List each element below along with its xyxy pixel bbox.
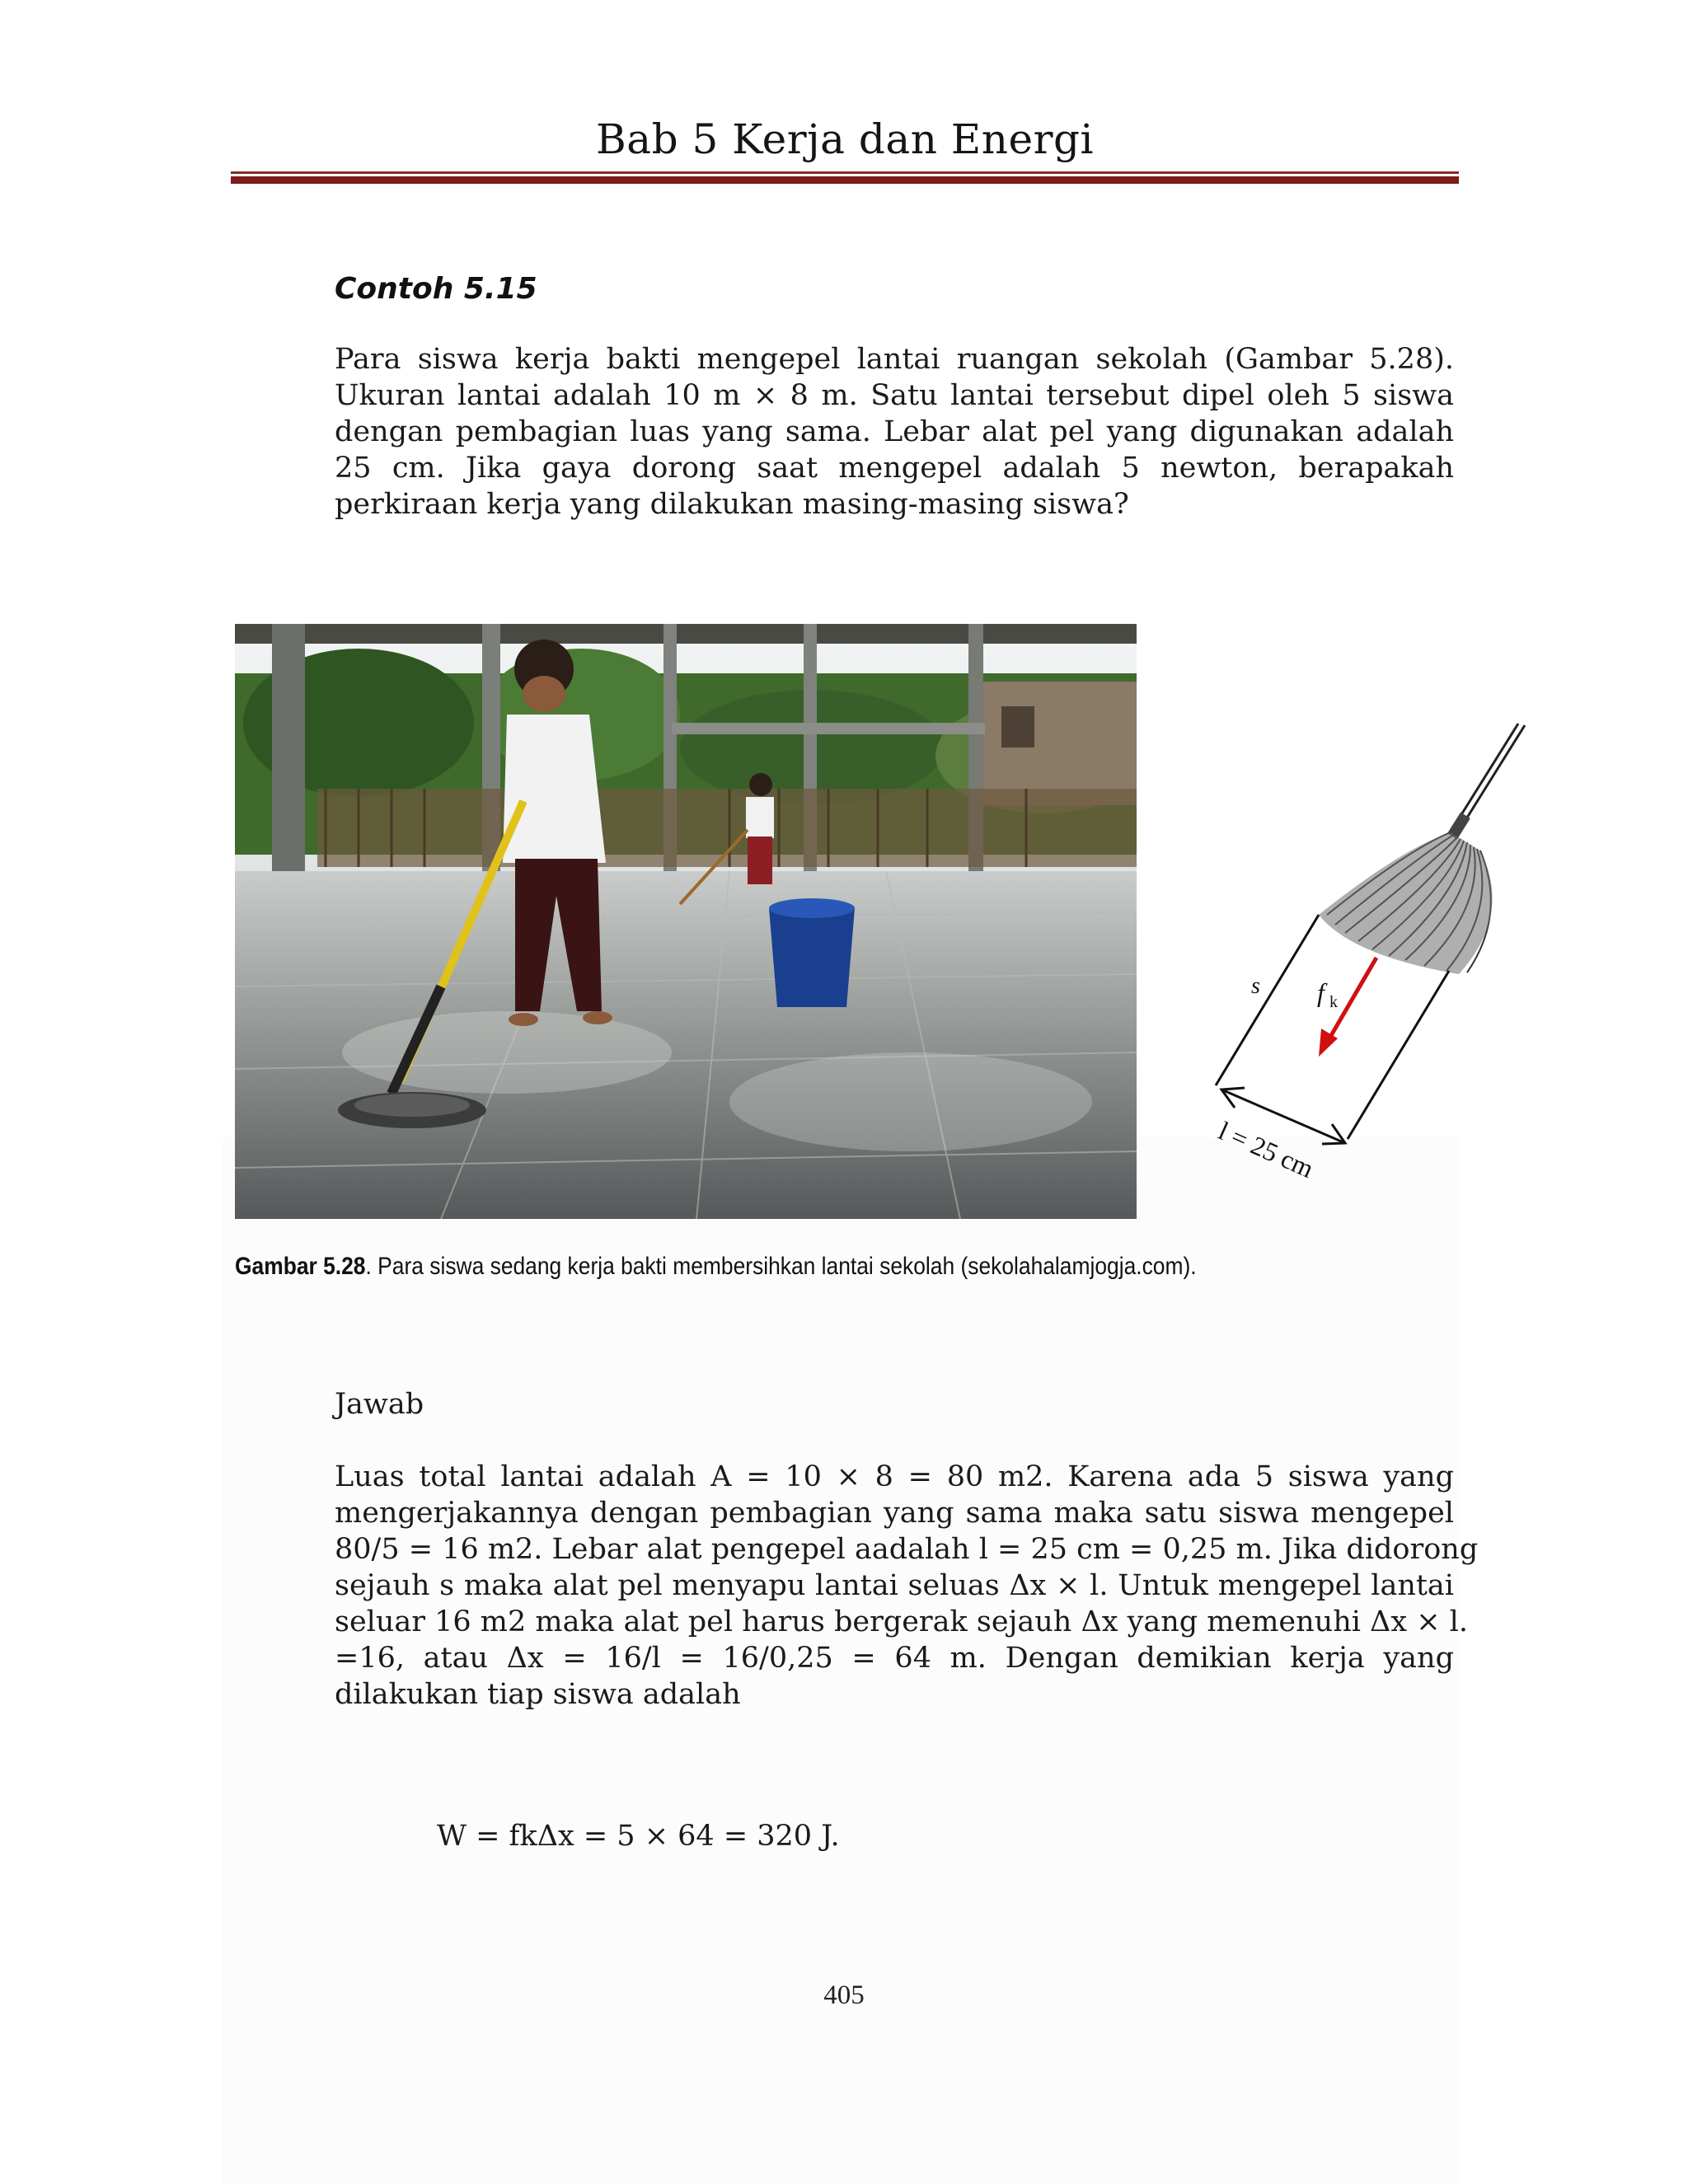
answer-line: mengerjakannya dengan pembagian yang sama maka satu siswa mengepel: [335, 1497, 1454, 1530]
answer-line: Luas total lantai adalah A = 10 × 8 = 80 m2. Karena ada 5 siswa yang: [335, 1460, 1454, 1493]
caption-label: Gambar 5.28: [235, 1253, 366, 1280]
question-line: Ukuran lantai adalah 10 m × 8 m. Satu lantai tersebut dipel oleh 5 siswa: [335, 379, 1454, 412]
label-force-subscript: k: [1329, 993, 1338, 1011]
question-line: 25 cm. Jika gaya dorong saat mengepel adalah 5 newton, berapakah: [335, 452, 1454, 485]
chapter-title: Bab 5 Kerja dan Energi: [596, 115, 1094, 163]
answer-line: 80/5 = 16 m2. Lebar alat pengepel aadalah l = 25 cm = 0,25 m. Jika didorong: [335, 1533, 1479, 1566]
work-equation: W = fkΔx = 5 × 64 = 320 J.: [437, 1820, 840, 1853]
caption-text: . Para siswa sedang kerja bakti membersihkan lantai sekolah (sekolahalamjogja.com).: [365, 1253, 1197, 1280]
answer-line: dilakukan tiap siswa adalah: [335, 1678, 741, 1711]
question-paragraph: [335, 341, 1454, 523]
answer-paragraph: [335, 1459, 1479, 1713]
answer-line: sejauh s maka alat pel menyapu lantai seluas Δx × l. Untuk mengepel lantai: [335, 1569, 1454, 1602]
header-rule-thick: [231, 176, 1459, 184]
students-mopping-photo: [235, 624, 1137, 1219]
question-line: perkiraan kerja yang dilakukan masing-masing siswa?: [335, 488, 1129, 521]
header-rule: [231, 171, 1459, 185]
answer-heading: Jawab: [335, 1388, 424, 1421]
header-rule-thin: [231, 171, 1459, 174]
answer-line: seluar 16 m2 maka alat pel harus bergerak sejauh Δx yang memenuhi Δx × l.: [335, 1605, 1468, 1638]
question-line: Para siswa kerja bakti mengepel lantai ruangan sekolah (Gambar 5.28).: [335, 343, 1454, 376]
mop-force-diagram: [1187, 709, 1533, 1203]
page-number: 405: [823, 1980, 865, 2010]
figure-caption: [235, 1253, 1197, 1281]
answer-line: =16, atau Δx = 16/l = 16/0,25 = 64 m. Dengan demikian kerja yang: [335, 1642, 1454, 1675]
example-heading: Contoh 5.15: [335, 272, 537, 306]
label-s: s: [1251, 973, 1260, 999]
label-force: f: [1317, 977, 1325, 1007]
question-line: dengan pembagian luas yang sama. Lebar alat pel yang digunakan adalah: [335, 415, 1454, 448]
label-width: l = 25 cm: [1214, 1115, 1319, 1184]
